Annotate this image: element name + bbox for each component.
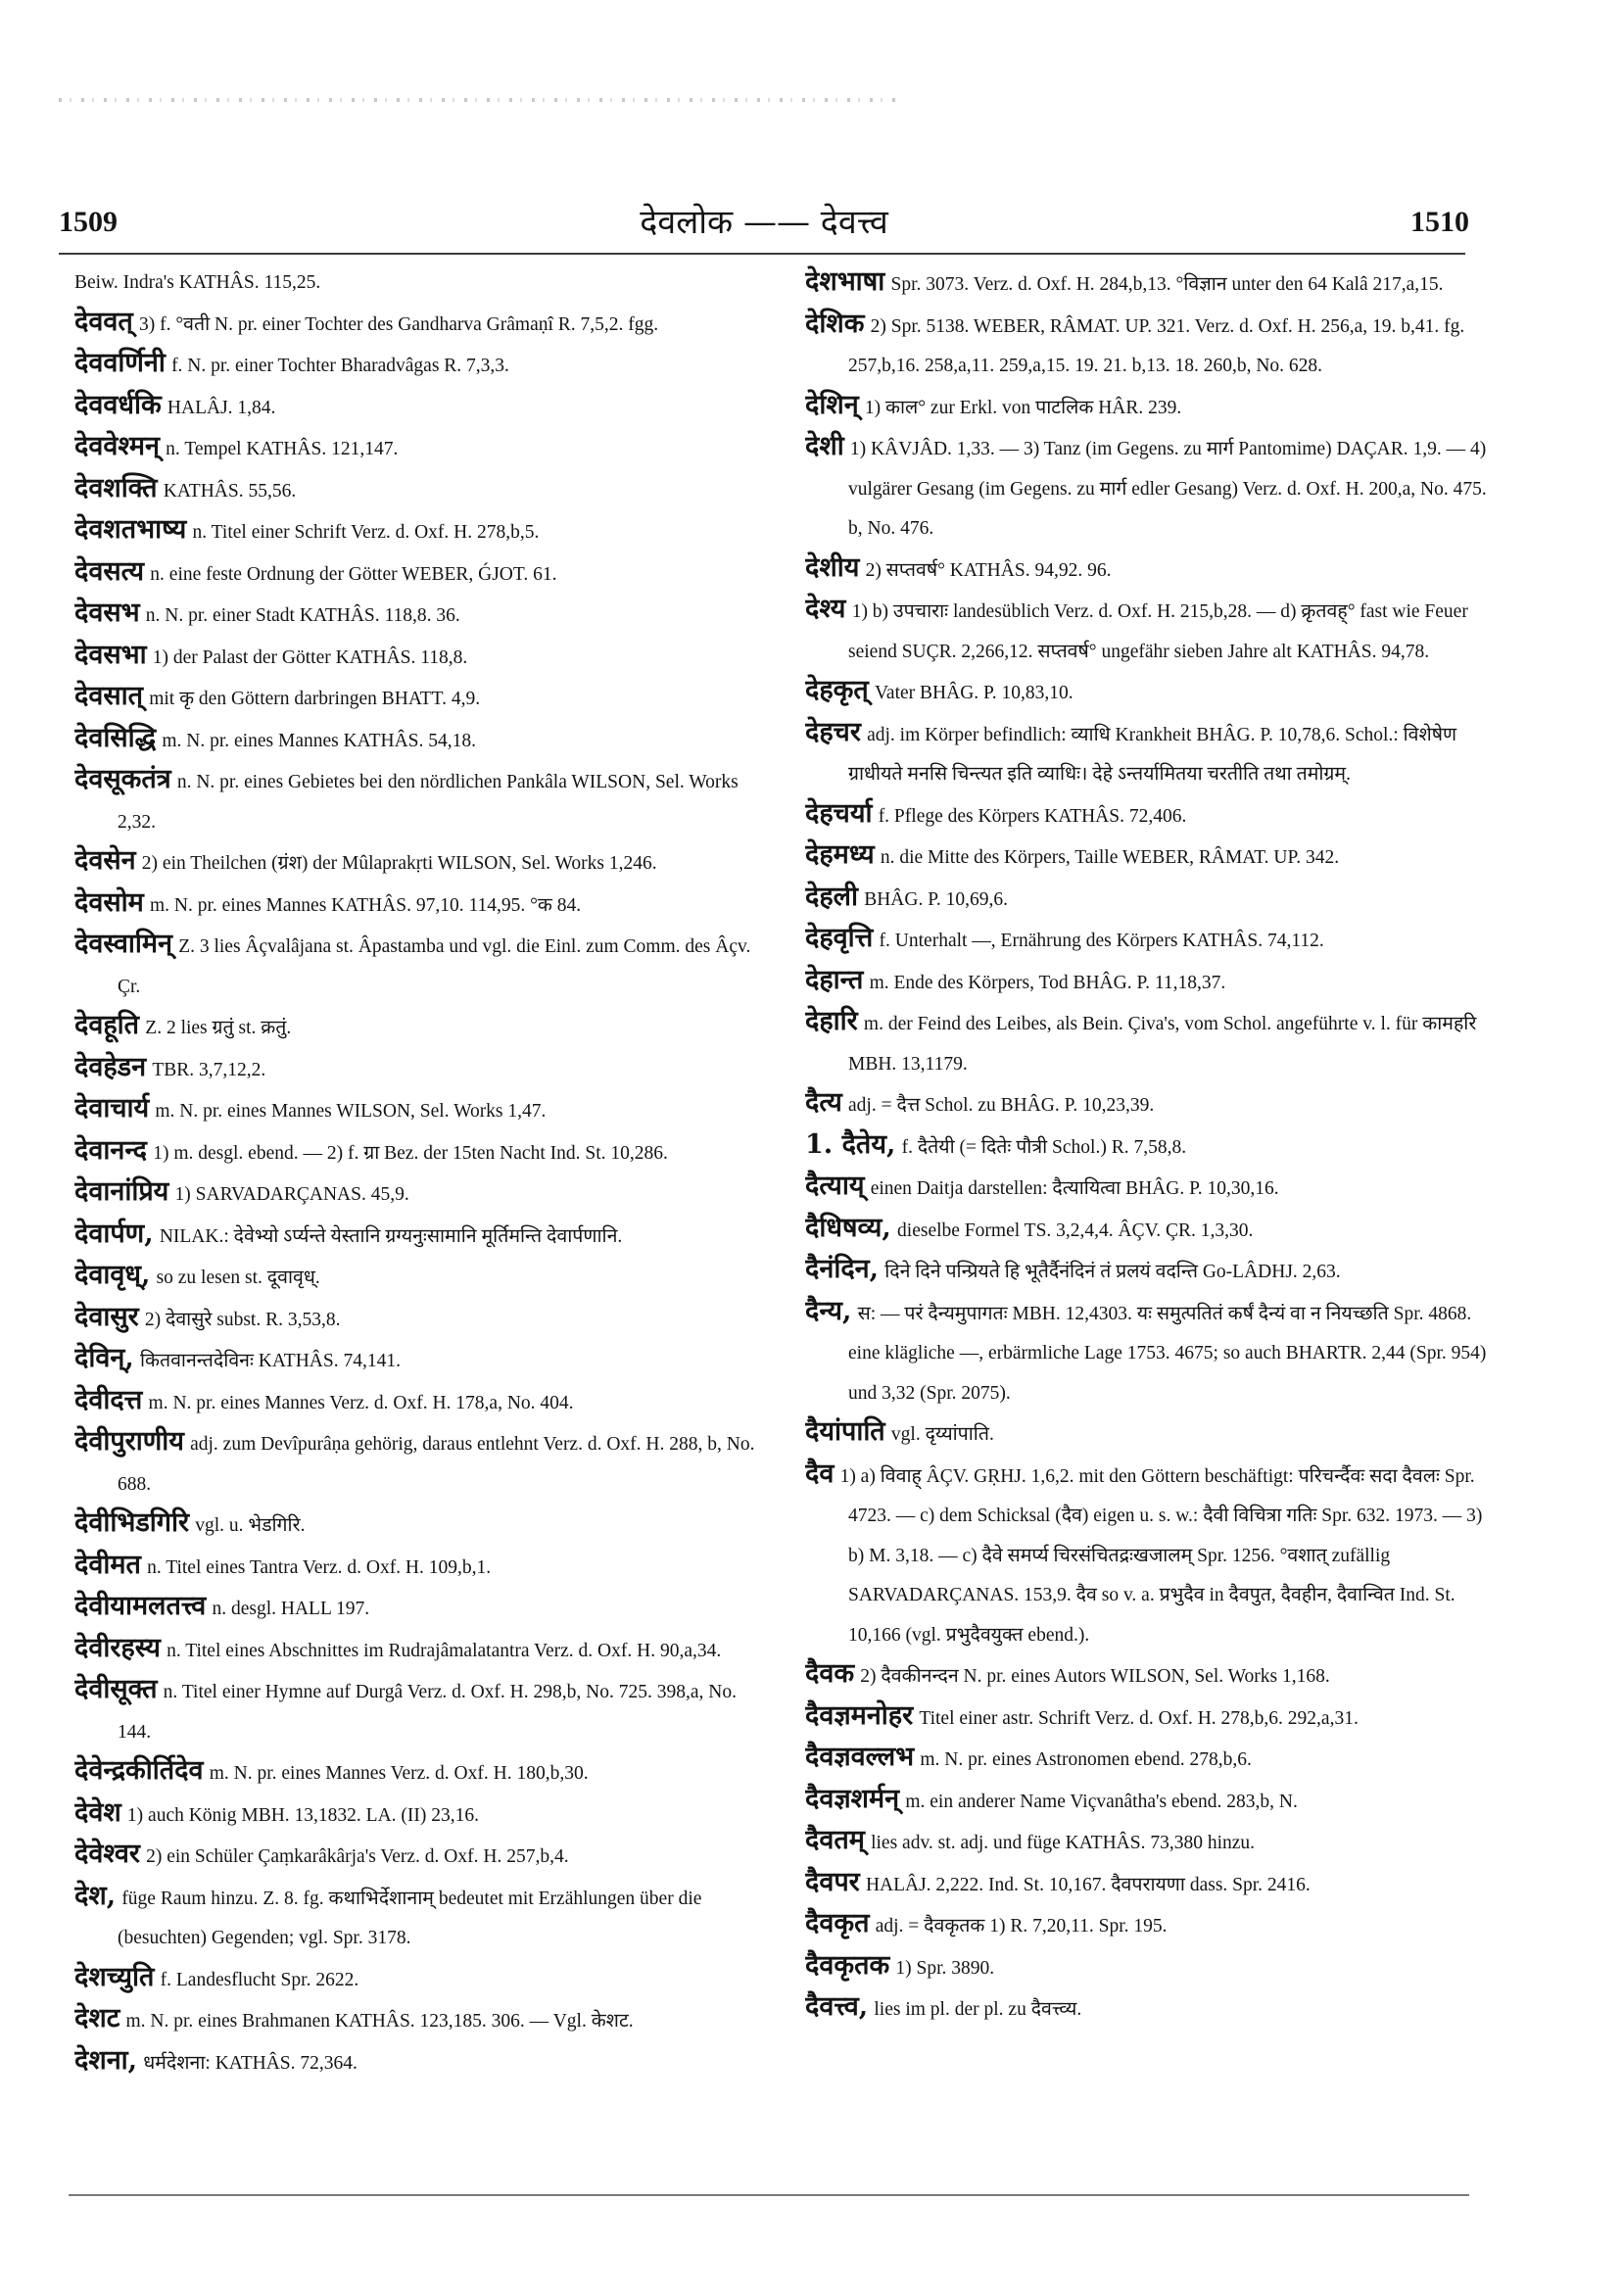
entry-text: adj. im Körper befindlich: व्याधि Krankheit BHÂG. P. 10,78,6. Schol.: विशेषेण ग्राधीयते मनसि चिन्त्यत इति व्याधिः। देहे ऽन्तर्यामितया चरतीति तथा तमोग्रम्.: [848, 724, 1457, 785]
dictionary-entry: [805, 1654, 1503, 1697]
entry-text: n. die Mitte des Körpers, Taille WEBER, RÂMAT. UP. 342.: [880, 847, 1340, 868]
entry-text: f. Landesflucht Spr. 2622.: [160, 1969, 359, 1990]
entry-headword: देवीभिडगिरि: [74, 1507, 189, 1538]
entry-headword: दैवपर: [805, 1866, 860, 1897]
entry-text: BHÂG. P. 10,69,6.: [864, 888, 1008, 910]
dictionary-entry: [805, 1209, 1503, 1251]
entry-text: HALÂJ. 1,84.: [167, 397, 276, 418]
entry-headword: देवसात्: [74, 681, 143, 711]
dictionary-entry: [74, 303, 772, 345]
entry-headword: देविन्,: [74, 1343, 134, 1373]
entry-headword: देवीमत: [74, 1549, 141, 1580]
dictionary-entry: [74, 469, 772, 511]
entry-text: n. Titel einer Hymne auf Durgâ Verz. d. Oxf. H. 298,b, No. 725. 398,a, No. 144.: [118, 1682, 737, 1743]
entry-headword: दैवत्त्व,: [805, 1991, 869, 2022]
entry-text: einen Daitja darstellen: दैत्यायित्वा BHÂG. P. 10,30,16.: [870, 1178, 1279, 1199]
dictionary-entry: [805, 1904, 1503, 1946]
entry-text: 1) der Palast der Götter KATHÂS. 118,8.: [152, 646, 468, 668]
dictionary-entry: [805, 1780, 1503, 1822]
dictionary-entry: [74, 510, 772, 552]
entry-headword: देहान्त: [805, 964, 864, 995]
entry-text: 1) auch König MBH. 13,1832. LA. (II) 23,16.: [126, 1804, 479, 1826]
dictionary-entry: [805, 1821, 1503, 1863]
entry-headword: दैत्य: [805, 1087, 842, 1118]
dictionary-entry: [74, 1298, 772, 1340]
dictionary-entry: [805, 427, 1503, 549]
left-column: [74, 263, 772, 2182]
entry-headword: दैयांपाति: [805, 1416, 885, 1447]
entry-text: m. ein anderer Name Viçvanâtha's ebend. 283,b, N.: [905, 1791, 1298, 1812]
entry-text: Spr. 3073. Verz. d. Oxf. H. 284,b,13. °विज्ञान unter den 64 Kalâ 217,a,15.: [890, 274, 1444, 295]
dictionary-entry: [74, 1751, 772, 1794]
entry-text: vgl. दृय्यांपाति.: [890, 1424, 994, 1445]
entry-text: Titel einer astr. Schrift Verz. d. Oxf. H. 278,b,6. 292,a,31.: [919, 1707, 1359, 1729]
entry-text: n. Tempel KATHÂS. 121,147.: [166, 439, 399, 459]
entry-headword: देवावृध्,: [74, 1260, 151, 1290]
entry-text: 1) b) उपचाराः landesüblich Verz. d. Oxf. H. 215,b,28. — d) क्रृतवह्° fast wie Feuer seiend SUÇR. 2,266,12. सप्तवर्ष° ungefähr sieben Jahre alt KATHÂS. 94,78.: [848, 601, 1468, 662]
entry-headword: देवसत्य: [74, 555, 145, 587]
dictionary-entry: [805, 1167, 1503, 1209]
entry-text: n. N. pr. eines Gebietes bei den nördlichen Pankâla WILSON, Sel. Works 2,32.: [118, 772, 739, 833]
entry-headword: दैनंदिन,: [805, 1254, 880, 1284]
dictionary-entry: [805, 1292, 1503, 1413]
dictionary-entry: [74, 1381, 772, 1423]
dictionary-entry: [74, 1877, 772, 1958]
entry-text: n. Titel einer Schrift Verz. d. Oxf. H. 278,b,5.: [192, 522, 540, 543]
entry-text: m. Ende des Körpers, Tod BHÂG. P. 11,18,37.: [869, 972, 1226, 993]
dictionary-entry: [74, 1131, 772, 1173]
dictionary-entry: [74, 594, 772, 636]
entry-headword: देवसेन: [74, 845, 136, 876]
entry-headword: दैवज्ञशर्मन्: [805, 1783, 900, 1814]
entry-text: 1) m. desgl. ebend. — 2) f. ग्रा Bez. der 15ten Nacht Ind. St. 10,286.: [153, 1142, 668, 1164]
dictionary-entry: [805, 1863, 1503, 1905]
entry-headword: 1. दैतेय,: [805, 1128, 896, 1160]
entry-text: 1) Spr. 3890.: [895, 1957, 995, 1979]
dictionary-entry: [74, 760, 772, 841]
dictionary-entry: [74, 1215, 772, 1257]
dictionary-entry: [74, 1339, 772, 1381]
entry-text: n. eine feste Ordnung der Götter WEBER, ǴJOT. 61.: [150, 563, 557, 585]
page-number-right: 1510: [1410, 206, 1469, 238]
entry-headword: दैवक: [805, 1658, 855, 1689]
entry-headword: देवहेडन: [74, 1051, 147, 1082]
running-title: देवलोक —— देवत्त्व: [640, 203, 888, 242]
dictionary-entry: [74, 1958, 772, 2000]
entry-text: Vater BHÂG. P. 10,83,10.: [875, 683, 1073, 703]
entry-headword: देहचर: [805, 716, 861, 747]
dictionary-entry: [74, 1172, 772, 1215]
dictionary-entry: [74, 1835, 772, 1877]
entry-text: 2) ein Schüler Çaṃkarâkârja's Verz. d. Oxf. H. 257,b,4.: [146, 1846, 569, 1867]
entry-text: füge Raum hinzu. Z. 8. fg. कथाभिर्देशानाम् bedeutet mit Erzählungen über die (besuchten) Gegenden; vgl. Spr. 3178.: [118, 1888, 702, 1948]
dictionary-entry: [74, 1422, 772, 1504]
entry-headword: देवहूति: [74, 1010, 140, 1040]
dictionary-entry: [74, 1256, 772, 1298]
entry-headword: देवेश्वर: [74, 1839, 140, 1869]
entry-headword: देवस्वामिन्: [74, 929, 172, 959]
entry-text: Z. 2 lies ग्रतुं st. क्रतुं.: [145, 1018, 292, 1038]
dictionary-entry: [805, 1002, 1503, 1083]
footer-rule: [69, 2194, 1469, 2196]
entry-headword: देवसूकतंत्र: [74, 764, 171, 794]
entry-headword: देहकृत्: [805, 675, 869, 705]
entry-headword: देवीसूक्त: [74, 1674, 158, 1704]
entry-headword: देवानांप्रिय: [74, 1176, 169, 1207]
entry-headword: देहचर्या: [805, 797, 873, 829]
entry-headword: देवेन्द्रकीर्तिदेव: [74, 1755, 204, 1786]
entry-text: स: — परं दैन्यमुपागतः MBH. 12,4303. यः समुत्पतितं कर्षं दैन्यं वा न नियच्छति Spr. 4868. eine klägliche —, erbärmliche Lage 1753. 4675; so auch BHARTR. 2,44 (Spr. 954) und 3,32 (Spr. 2075).: [848, 1303, 1487, 1404]
dictionary-entry: [74, 1006, 772, 1048]
dictionary-entry: [74, 2041, 772, 2083]
entry-headword: देहारि: [805, 1006, 858, 1036]
entry-headword: देवशतभाष्य: [74, 514, 187, 545]
page-header: [59, 198, 1469, 247]
entry-text: 1) काल° zur Erkl. von पाटलिक HÂR. 239.: [864, 397, 1182, 418]
entry-headword: दैन्य,: [805, 1295, 852, 1326]
entry-headword: देशट: [74, 2003, 120, 2033]
dictionary-entry: [74, 636, 772, 678]
entry-headword: देवीदत्त: [74, 1384, 143, 1415]
entry-text: f. Unterhalt —, Ernährung des Körpers KATHÂS. 74,112.: [879, 931, 1324, 951]
dictionary-entry: [74, 427, 772, 469]
entry-headword: देवीरहस्य: [74, 1632, 161, 1663]
entry-headword: देशिन्: [805, 389, 859, 420]
entry-text: f. N. pr. einer Tochter Bharadvâgas R. 7,3,3.: [171, 356, 509, 376]
entry-text: m. N. pr. eines Mannes KATHÂS. 97,10. 114,95. °क 84.: [149, 894, 582, 916]
entry-text: m. der Feind des Leibes, als Bein. Çiva's, vom Schol. angeführte v. l. für कामहरि MBH. 13,1179.: [848, 1014, 1477, 1075]
dictionary-entry: [805, 590, 1503, 671]
entry-headword: दैवकृत: [805, 1908, 870, 1938]
entry-text: adj. zum Devîpurâṇa gehörig, daraus entlehnt Verz. d. Oxf. H. 288, b, No. 688.: [118, 1434, 755, 1495]
dictionary-entry: [74, 1504, 772, 1546]
dictionary-entry: [74, 1587, 772, 1629]
entry-headword: देवार्पण,: [74, 1218, 154, 1249]
dictionary-entry: [805, 836, 1503, 878]
entry-headword: देशी: [805, 431, 844, 461]
dictionary-entry: [74, 841, 772, 884]
entry-headword: देशच्युति: [74, 1961, 155, 1992]
entry-headword: दैवकृतक: [805, 1949, 890, 1981]
entry-text: adj. = दैवकृतक 1) R. 7,20,11. Spr. 195.: [875, 1916, 1168, 1937]
dictionary-entry: [74, 1670, 772, 1751]
dictionary-entry: [805, 305, 1503, 386]
entry-headword: देश्य: [805, 594, 846, 624]
dictionary-entry: [805, 263, 1503, 305]
dictionary-entry: [805, 1455, 1503, 1655]
entry-headword: देवासुर: [74, 1301, 139, 1332]
entry-headword: दैव: [805, 1458, 835, 1489]
entry-text: f. Pflege des Körpers KATHÂS. 72,406.: [878, 805, 1187, 827]
entry-headword: देवीयामलतत्त्व: [74, 1591, 207, 1621]
dictionary-entry: [805, 1250, 1503, 1292]
entry-text: कितवानन्तदेविनः KATHÂS. 74,141.: [139, 1351, 401, 1371]
dictionary-entry: [805, 386, 1503, 428]
entry-headword: देवसभ: [74, 598, 140, 628]
entry-text: adj. = दैत्त Schol. zu BHÂG. P. 10,23,39.: [848, 1095, 1155, 1116]
header-rule: [59, 253, 1465, 255]
dictionary-entry: [805, 919, 1503, 961]
entry-headword: देववर्धकि: [74, 389, 162, 420]
entry-text: lies adv. st. adj. und füge KATHÂS. 73,380 hinzu.: [871, 1833, 1256, 1853]
entry-headword: दैत्याय्: [805, 1171, 865, 1201]
entry-headword: देहवृत्ति: [805, 923, 874, 953]
dictionary-entry: [74, 1629, 772, 1671]
entry-headword: देवसिद्धि: [74, 722, 157, 753]
entry-text: m. N. pr. eines Mannes WILSON, Sel. Works 1,47.: [155, 1101, 547, 1122]
entry-headword: देवाचार्य: [74, 1093, 150, 1124]
entry-text: KATHÂS. 55,56.: [163, 480, 297, 502]
dictionary-entry: [74, 552, 772, 595]
dictionary-entry: [74, 344, 772, 386]
entry-text: n. Titel eines Tantra Verz. d. Oxf. H. 109,b,1.: [147, 1556, 492, 1578]
entry-text: 2) दैवकीनन्दन N. pr. eines Autors WILSON, Sel. Works 1,168.: [860, 1666, 1330, 1687]
entry-text: Z. 3 lies Âçvalâjana st. Âpastamba und vgl. die Einl. zum Comm. des Âçv. Çr.: [118, 936, 751, 997]
dictionary-entry: [805, 1412, 1503, 1455]
entry-headword: दैवज्ञवल्लभ: [805, 1742, 915, 1772]
entry-text: n. Titel eines Abschnittes im Rudrajâmalatantra Verz. d. Oxf. H. 90,a,34.: [167, 1640, 722, 1661]
entry-headword: देवसोम: [74, 886, 144, 918]
dictionary-entry: [74, 386, 772, 428]
entry-text: दिने दिने पन्प्रियते हि भूतैर्दैनंदिनं तं प्रलयं वदन्ति Go-LÂDHJ. 2,63.: [884, 1262, 1341, 1282]
entry-text: TBR. 3,7,12,2.: [152, 1059, 266, 1080]
entry-text: mit कृ den Göttern darbringen BHATT. 4,9.: [149, 689, 481, 709]
entry-headword: देश,: [74, 1880, 117, 1911]
entry-headword: देववर्णिनी: [74, 348, 166, 378]
entry-text: 3) f. °वती N. pr. einer Tochter des Gandharva Grâmaṇî R. 7,5,2. fgg.: [138, 313, 659, 335]
entry-text: 2) Spr. 5138. WEBER, RÂMAT. UP. 321. Verz. d. Oxf. H. 256,a, 19. b,41. fg. 257,b,16. 258,a,11. 259,a,15. 19. 21. b,13. 18. 260,b, No. 628.: [848, 315, 1465, 376]
dictionary-entry: [805, 713, 1503, 794]
entry-headword: देवानन्द: [74, 1134, 148, 1166]
entry-text: m. N. pr. eines Brahmanen KATHÂS. 123,185. 306. — Vgl. केशट.: [125, 2011, 634, 2032]
entry-text: f. दैतेयी (= दितेः पौत्री Schol.) R. 7,58,8.: [901, 1136, 1187, 1158]
entry-text: Beiw. Indra's KATHÂS. 115,25.: [74, 272, 321, 293]
entry-headword: देशिक: [805, 308, 865, 339]
entry-headword: देशीय: [805, 551, 860, 583]
dictionary-entry: [805, 1697, 1503, 1739]
dictionary-entry: [805, 1125, 1503, 1168]
dictionary-entry: [805, 1946, 1503, 1988]
dictionary-entry: [805, 1083, 1503, 1125]
entry-text: vgl. u. भेडगिरि.: [195, 1515, 306, 1536]
dictionary-entry: [805, 549, 1503, 591]
entry-text: m. N. pr. eines Astronomen ebend. 278,b,6.: [920, 1749, 1252, 1770]
entry-text: HALÂJ. 2,222. Ind. St. 10,167. दैवपरायणा dass. Spr. 2416.: [865, 1874, 1311, 1895]
entry-headword: देवसभा: [74, 639, 147, 670]
dictionary-entry: [805, 1987, 1503, 2030]
dictionary-entry: [74, 719, 772, 761]
entry-text: so zu lesen st. दूवावृध्.: [156, 1268, 320, 1288]
dictionary-entry: [74, 1048, 772, 1090]
dictionary-entry: [74, 677, 772, 719]
entry-text: 1) KÂVJÂD. 1,33. — 3) Tanz (im Gegens. zu मार्ग Pantomime) DAÇAR. 1,9. — 4) vulgärer Gesang (im Gegens. zu मार्ग edler Gesang) Verz. d. Oxf. H. 200,a, No. 475. b, No. 476.: [848, 439, 1487, 539]
entry-text: n. desgl. HALL 197.: [212, 1599, 370, 1619]
entry-text: धर्मदेशना: KATHÂS. 72,364.: [143, 2052, 358, 2074]
entry-text: 2) देवासुरे subst. R. 3,53,8.: [144, 1309, 341, 1330]
dictionary-entry: [805, 794, 1503, 837]
entry-text: m. N. pr. eines Mannes KATHÂS. 54,18.: [162, 730, 477, 751]
entry-headword: दैवतम्: [805, 1825, 865, 1855]
dictionary-entry: [805, 878, 1503, 920]
entry-headword: देवशक्ति: [74, 472, 158, 503]
entry-text: n. N. pr. einer Stadt KATHÂS. 118,8. 36.: [145, 605, 460, 626]
right-column: [805, 263, 1503, 2182]
scan-artifact-line: [59, 98, 901, 102]
entry-headword: देववेश्मन्: [74, 431, 160, 461]
entry-text: lies im pl. der pl. zu दैवत्त्व्य.: [874, 1999, 1082, 2020]
entry-text: 2) ein Theilchen (ग्रंश) der Mûlaprakṛti WILSON, Sel. Works 1,246.: [141, 853, 657, 874]
entry-headword: देशभाषा: [805, 266, 885, 297]
entry-headword: देववत्: [74, 306, 133, 337]
entry-text: 1) SARVADARÇANAS. 45,9.: [174, 1184, 409, 1205]
entry-headword: देवीपुराणीय: [74, 1426, 184, 1457]
dictionary-entry: [74, 884, 772, 926]
entry-headword: देशना,: [74, 2044, 138, 2076]
entry-text: m. N. pr. eines Mannes Verz. d. Oxf. H. 180,b,30.: [209, 1763, 589, 1784]
dictionary-entry: [74, 1089, 772, 1131]
entry-headword: देहली: [805, 881, 858, 912]
dictionary-entry: [805, 1738, 1503, 1780]
entry-text: m. N. pr. eines Mannes Verz. d. Oxf. H. 178,a, No. 404.: [148, 1392, 574, 1413]
dictionary-entry: [74, 925, 772, 1006]
entry-headword: देहमध्य: [805, 839, 875, 870]
dictionary-entry: [805, 961, 1503, 1003]
entry-text: NILAK.: देवेभ्यो ऽर्प्यन्ते येस्तानि ग्रग्यनुःसामानि मूर्तिमन्ति देवार्पणानि.: [159, 1225, 623, 1247]
page-number-left: 1509: [59, 206, 118, 238]
dictionary-entry: [74, 1546, 772, 1588]
entry-text: dieselbe Formel TS. 3,2,4,4. ÂÇV. ÇR. 1,3,30.: [897, 1220, 1254, 1241]
entry-headword: देवेश: [74, 1796, 121, 1828]
dictionary-entry: [805, 671, 1503, 713]
entry-text: 1) a) विवाह् ÂÇV. GṚHJ. 1,6,2. mit den Göttern beschäftigt: परिचर्न्दैवः सदा दैवलः Spr. 4723. — c) dem Schicksal (दैव) eigen u. s. w.: दैवी विचित्रा गतिः Spr. 632. 1973. — 3) b) M. 3,18. — c) दैवे समर्प्य चिरसंचितद्रःखजालम् Spr. 1256. °वशात् zufällig SARVADARÇANAS. 153,9. दैव so v. a. प्रभुदैव in दैवपुत, दैवहीन, दैवान्वित Ind. St. 10,166 (vgl. प्रभुदैवयुक्त ebend.).: [839, 1465, 1483, 1646]
entry-headword: दैधिषव्य,: [805, 1212, 891, 1243]
dictionary-entry: [74, 263, 772, 303]
entry-text: 2) सप्तवर्ष° KATHÂS. 94,92. 96.: [865, 559, 1112, 581]
entry-headword: दैवज्ञमनोहर: [805, 1699, 914, 1731]
dictionary-entry: [74, 1999, 772, 2041]
dictionary-entry: [74, 1794, 772, 1836]
